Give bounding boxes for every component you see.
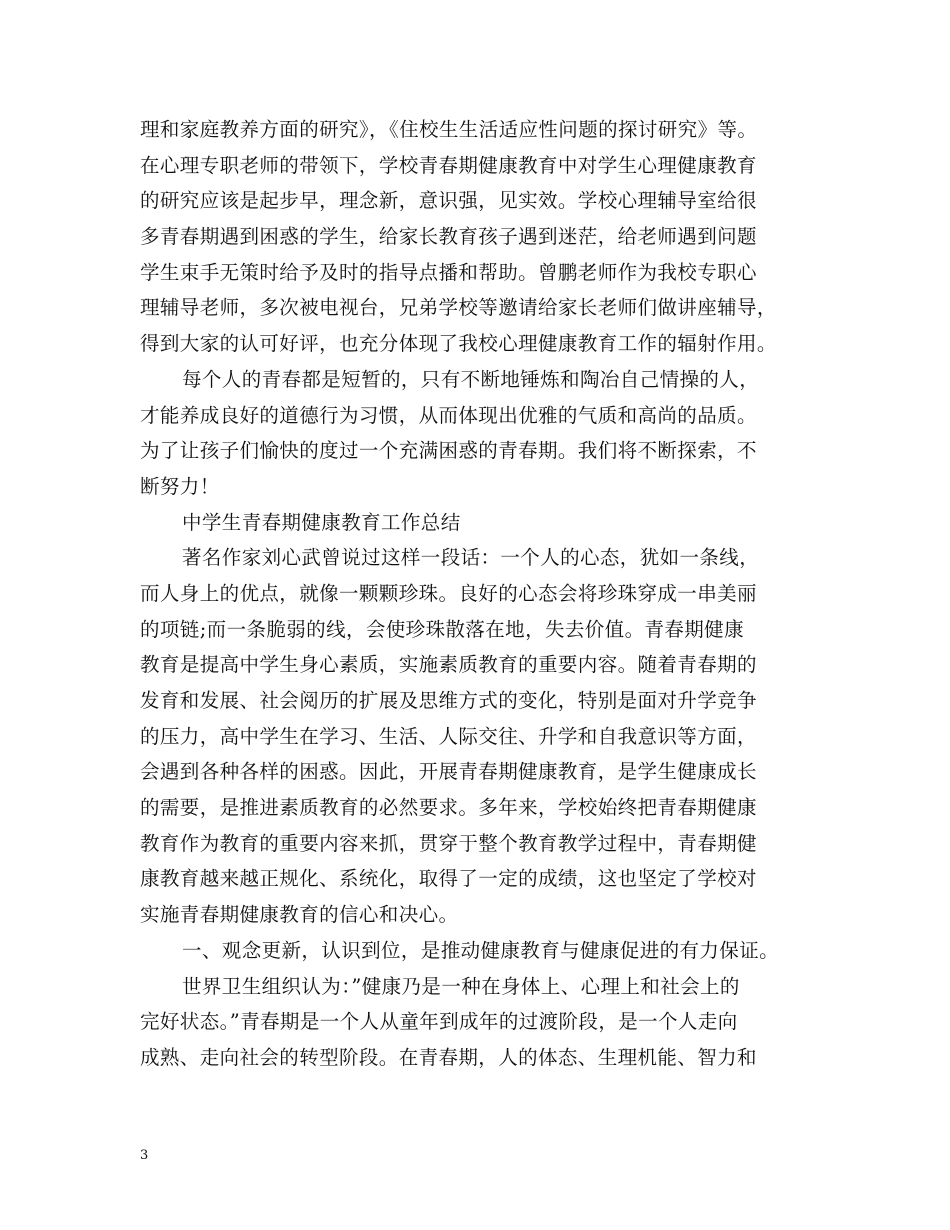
text-line: 在心理专职老师的带领下，学校青春期健康教育中对学生心理健康教育: [140, 153, 757, 177]
text-line: 才能养成良好的道德行为习惯，从而体现出优雅的气质和高尚的品质。: [140, 403, 757, 427]
text-line: 学生束手无策时给予及时的指导点播和帮助。曾鹏老师作为我校专职心: [140, 260, 757, 284]
text-line: 的项链;而一条脆弱的线，会使珍珠散落在地，失去价值。青春期健康: [140, 617, 744, 641]
text-line: 完好状态。”青春期是一个人从童年到成年的过渡阶段，是一个人走向: [140, 1010, 738, 1034]
body-text: [140, 112, 830, 1076]
text-line: 断努力！: [140, 474, 220, 498]
text-line: 得到大家的认可好评，也充分体现了我校心理健康教育工作的辐射作用。: [140, 332, 777, 356]
text-line: 每个人的青春都是短暂的，只有不断地锤炼和陶冶自己情操的人，: [182, 367, 760, 391]
text-line: 的需要，是推进素质教育的必然要求。多年来，学校始终把青春期健康: [140, 796, 757, 820]
text-line: 理和家庭教养方面的研究》，《住校生生活适应性问题的探讨研究》等。: [140, 118, 758, 141]
text-line: 实施青春期健康教育的信心和决心。: [140, 903, 459, 927]
text-line: 的压力，高中学生在学习、生活、人际交往、升学和自我意识等方面，: [140, 724, 757, 748]
text-line: 教育作为教育的重要内容来抓，贯穿于整个教育教学过程中，青春期健: [140, 831, 757, 855]
text-line: 为了让孩子们愉快的度过一个充满困惑的青春期。我们将不断探索，不: [140, 439, 757, 463]
text-line: 而人身上的优点，就像一颗颗珍珠。良好的心态会将珍珠穿成一串美丽: [140, 581, 757, 605]
text-line: 世界卫生组织认为：”健康乃是一种在身体上、心理上和社会上的: [182, 974, 740, 998]
text-line: 中学生青春期健康教育工作总结: [182, 510, 461, 534]
text-line: 理辅导老师，多次被电视台，兄弟学校等邀请给家长老师们做讲座辅导，: [140, 296, 777, 320]
text-line: 会遇到各种各样的困惑。因此，开展青春期健康教育，是学生健康成长: [140, 760, 757, 784]
text-line: 成熟、走向社会的转型阶段。在青春期，人的体态、生理机能、智力和: [140, 1045, 757, 1069]
text-line: 康教育越来越正规化、系统化，取得了一定的成绩，这也坚定了学校对: [140, 867, 757, 891]
text-line: 教育是提高中学生身心素质，实施素质教育的重要内容。随着青春期的: [140, 653, 757, 677]
text-line: 一、观念更新，认识到位，是推动健康教育与健康促进的有力保证。: [182, 938, 780, 962]
text-line: 多青春期遇到困惑的学生，给家长教育孩子遇到迷茫，给老师遇到问题: [140, 225, 757, 249]
text-line: 发育和发展、社会阅历的扩展及思维方式的变化，特别是面对升学竞争: [140, 689, 757, 712]
text-line: 的研究应该是起步早，理念新，意识强，见实效。学校心理辅导室给很: [140, 189, 757, 213]
text-line: 著名作家刘心武曾说过这样一段话：一个人的心态，犹如一条线，: [182, 546, 760, 570]
page-number: 3: [140, 1148, 149, 1163]
